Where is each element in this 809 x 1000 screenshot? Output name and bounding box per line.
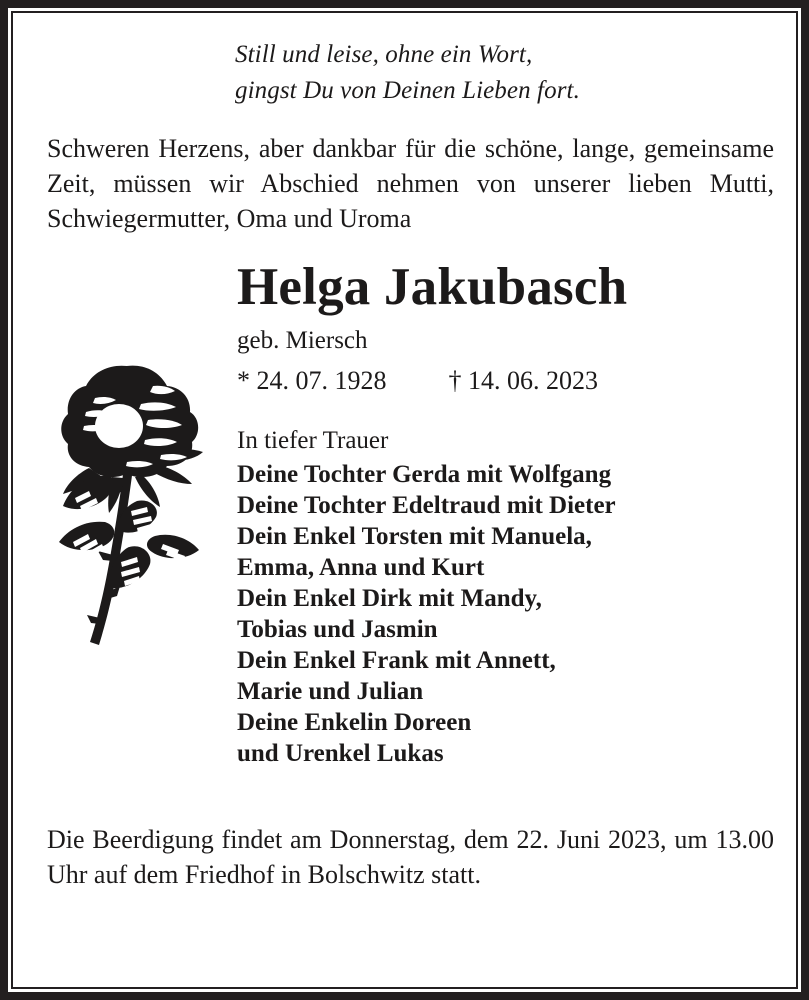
list-item: und Urenkel Lukas [237, 740, 444, 767]
intro-paragraph: Schweren Herzens, aber dankbar für die schöne, lange, gemeinsame Zeit, müssen wir Abschied nehmen von unserer lieben Mutti, Schwiegermutter, Oma und Uroma [47, 134, 774, 233]
mourning-lead: In tiefer Trauer [237, 427, 389, 454]
rose-icon [49, 356, 209, 646]
verse-line-2: gingst Du von Deinen Lieben fort. [235, 77, 580, 104]
list-item: Dein Enkel Frank mit Annett, [237, 647, 556, 674]
list-item: Tobias und Jasmin [237, 616, 438, 643]
name-and-ornament-section [33, 236, 776, 798]
border-white-gap [8, 8, 801, 992]
list-item: Deine Enkelin Doreen [237, 709, 472, 736]
verse-line-1: Still und leise, ohne ein Wort, [235, 41, 533, 68]
list-item: Emma, Anna und Kurt [237, 554, 485, 581]
deceased-name: Helga Jakubasch [237, 258, 628, 316]
border-inner-rule [11, 11, 798, 989]
memorial-verse [33, 13, 776, 109]
list-item: Deine Tochter Gerda mit Wolfgang [237, 461, 612, 488]
notice-content [13, 13, 796, 987]
list-item: Dein Enkel Torsten mit Manuela, [237, 523, 592, 550]
mourners-list [237, 457, 774, 769]
birth-date: * 24. 07. 1928 [237, 366, 387, 395]
list-item: Deine Tochter Edeltraud mit Dieter [237, 492, 616, 519]
list-item: Marie und Julian [237, 678, 424, 705]
funeral-details: Die Beerdigung findet am Donnerstag, dem 22. Juni 2023, um 13.00 Uhr auf dem Friedhof in Bolschwitz statt. [47, 825, 774, 889]
life-dates [237, 356, 774, 397]
death-date: † 14. 06. 2023 [448, 366, 598, 395]
list-item: Dein Enkel Dirk mit Mandy, [237, 585, 542, 612]
maiden-name: geb. Miersch [237, 327, 368, 354]
